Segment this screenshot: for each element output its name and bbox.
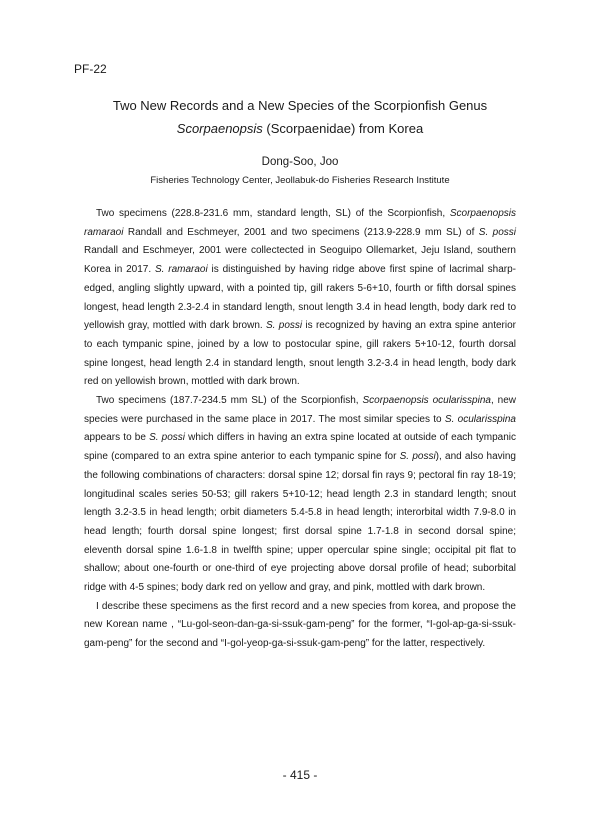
text-run: Randall and Eschmeyer, 2001 were collectected in Seoguipo Ollemarket, Jeju Island, southern Korea in 2017. [84,245,516,276]
species-name-italic: S. possi [399,451,436,463]
text-run: which differs in having an extra spine located at outside of each tympanic spine (compared to an extra spine anterior to each tympanic spine for [84,432,516,463]
title-line-2 [60,121,540,136]
text-run: is distinguished by having ridge above first spine of lacrimal sharp-edged, angling slightly upward, with a pointed tip, gill rakers 5-6+10, fourth or fifth dorsal spines longest, head length 2.3-2.4 in standard length, snout length 3.4 in head length, body dark red to yellowish gray, mottled with dark brown. [84,264,517,332]
paragraph [84,392,516,598]
species-name-italic: Scorpaenopsis ocularisspina [362,395,491,407]
paragraph [84,205,516,392]
title-genus-italic: Scorpaenopsis [176,121,263,136]
title-rest: (Scorpaenidae) from Korea [262,121,424,136]
abstract-code: PF-22 [74,62,107,76]
text-run: , new species were purchased in the same place in 2017. The most similar species to [84,395,517,425]
title-line-1: Two New Records and a New Species of the Scorpionfish Genus [112,98,488,113]
text-run: I describe these specimens as the first record and a new species from korea, and propose the new Korean name , “Lu-gol-seon-dan-ga-si-ssuk-gam-peng” for the former, “I-gol-ap-ga-si-ssuk-gam-peng” for the second and “I-gol-yeop-ga-si-ssuk-gam-peng” for the latter, respectively. [84,600,516,650]
species-name-italic: S. ramaraoi [154,264,208,276]
paragraph [84,598,516,654]
text-run: is recognized by having an extra spine anterior to each tympanic spine, joined by a low to postocular spine, gill rakers 5+10-12, fourth dorsal spine longest, head length 2.4 in standard length, snout length 3.2-3.4 in head length, body dark red on yellowish brown, mottled with dark brown. [84,320,516,388]
species-name-italic: S. possi [266,320,303,332]
species-name-italic: S. possi [478,226,516,238]
author-affiliation: Fisheries Technology Center, Jeollabuk-do Fisheries Research Institute [150,175,450,186]
text-run: appears to be [84,432,150,444]
author-name: Dong-Soo, Joo [261,156,339,168]
text-run: Randall and Eschmeyer, 2001 and two specimens (213.9-228.9 mm SL) of [123,226,479,238]
text-run: Two specimens (187.7-234.5 mm SL) of the Scorpionfish, [96,395,363,407]
species-name-italic: S. ocularisspina [444,413,516,425]
page-number: - 415 - [282,768,318,782]
text-run: Two specimens (228.8-231.6 mm, standard length, SL) of the Scorpionfish, [96,208,450,219]
text-run: ), and also having the following combinations of characters: dorsal spine 12; dorsal fin rays 9; pectoral fin ray 18-19; longitudinal scales series 50-53; gill rakers 5+10-12; head length 2.3 in standard length; snout length 3.2-3.5 in head length; orbit diameters 5.4-5.8 in head length; interorbital width 7.9-8.0 in head length; fourth dorsal spine longest; first dorsal spine 1.7-1.8 in second dorsal spine; eleventh dorsal spine 1.6-1.8 in twelfth spine; upper opercular spine single; occipital pit flat to shallow; about one-fourth or one-third of eye projecting above dorsal profile of head; suborbital ridge with 4-5 spines; body dark red on yellow and gray, and pink, mottled with dark brown. [84,451,516,594]
species-name-italic: Scorpaenopsis ramaraoi [84,208,516,238]
abstract-body [84,205,516,654]
species-name-italic: S. possi [149,432,186,444]
